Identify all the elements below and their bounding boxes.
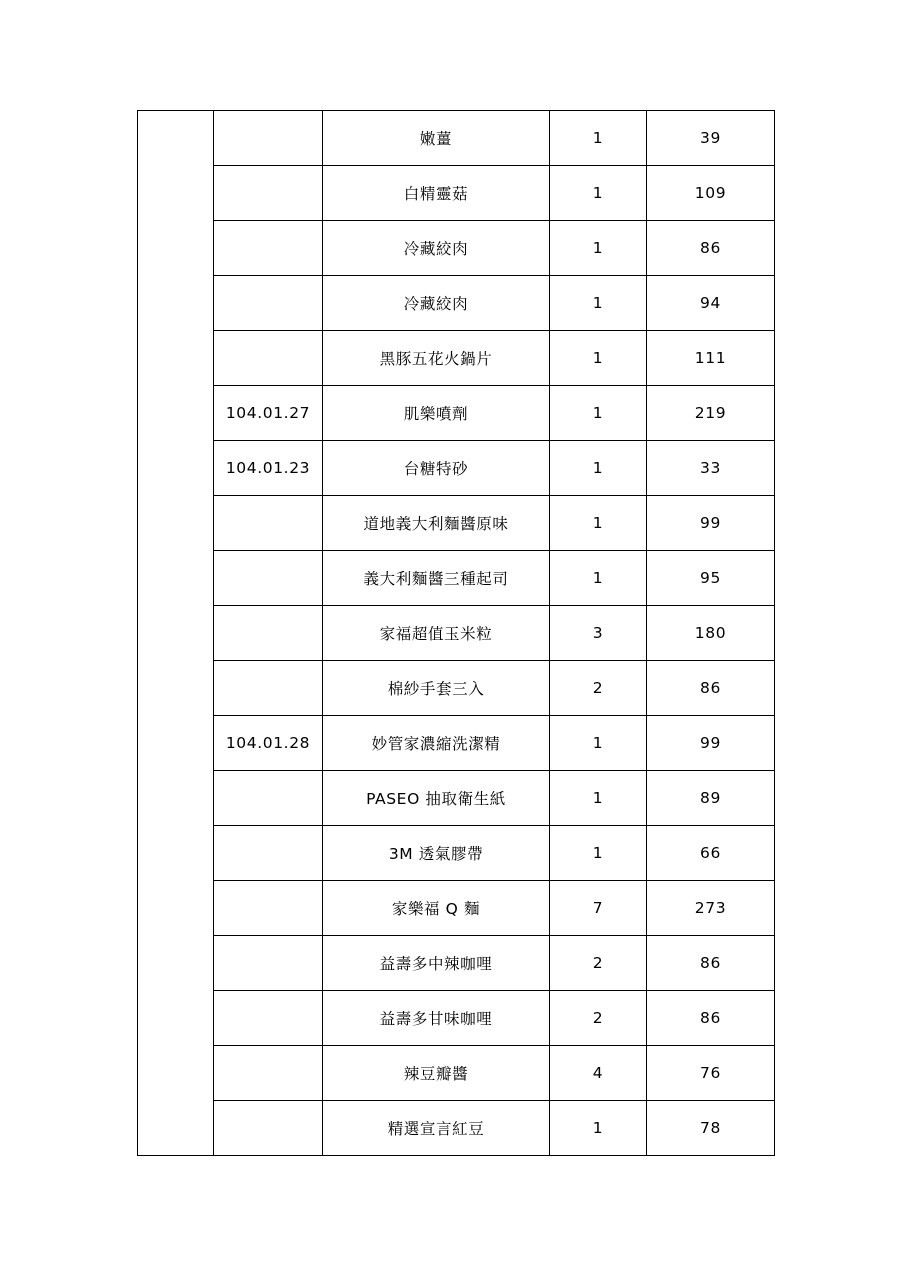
date-cell — [214, 826, 323, 881]
date-cell: 104.01.28 — [214, 716, 323, 771]
quantity-cell: 1 — [550, 441, 647, 496]
amount-cell: 66 — [647, 826, 775, 881]
table-row — [138, 881, 775, 936]
quantity-cell: 1 — [550, 166, 647, 221]
item-name-cell: 白精靈菇 — [323, 166, 550, 221]
table-row — [138, 661, 775, 716]
item-name-cell: 台糖特砂 — [323, 441, 550, 496]
purchase-table — [137, 110, 775, 1156]
amount-cell: 39 — [647, 111, 775, 166]
quantity-cell: 1 — [550, 551, 647, 606]
amount-cell: 33 — [647, 441, 775, 496]
item-name-cell: 棉紗手套三入 — [323, 661, 550, 716]
item-name-cell: PASEO 抽取衛生紙 — [323, 771, 550, 826]
item-name-cell: 冷藏絞肉 — [323, 221, 550, 276]
table-row — [138, 276, 775, 331]
table-row — [138, 716, 775, 771]
table-row — [138, 606, 775, 661]
quantity-cell: 2 — [550, 936, 647, 991]
item-name-cell: 冷藏絞肉 — [323, 276, 550, 331]
amount-cell: 219 — [647, 386, 775, 441]
item-name-cell: 益壽多甘味咖哩 — [323, 991, 550, 1046]
table-row — [138, 991, 775, 1046]
quantity-cell: 1 — [550, 276, 647, 331]
date-cell — [214, 661, 323, 716]
quantity-cell: 1 — [550, 496, 647, 551]
date-cell — [214, 606, 323, 661]
amount-cell: 273 — [647, 881, 775, 936]
amount-cell: 78 — [647, 1101, 775, 1156]
date-cell — [214, 221, 323, 276]
quantity-cell: 2 — [550, 991, 647, 1046]
item-name-cell: 義大利麵醬三種起司 — [323, 551, 550, 606]
purchase-table-body — [138, 111, 775, 1156]
item-name-cell: 3M 透氣膠帶 — [323, 826, 550, 881]
category-cell — [138, 111, 214, 1156]
item-name-cell: 道地義大利麵醬原味 — [323, 496, 550, 551]
table-row — [138, 386, 775, 441]
table-row — [138, 221, 775, 276]
date-cell — [214, 881, 323, 936]
quantity-cell: 1 — [550, 771, 647, 826]
table-row — [138, 111, 775, 166]
quantity-cell: 1 — [550, 221, 647, 276]
date-cell — [214, 331, 323, 386]
amount-cell: 111 — [647, 331, 775, 386]
amount-cell: 99 — [647, 716, 775, 771]
item-name-cell: 辣豆瓣醬 — [323, 1046, 550, 1101]
date-cell — [214, 276, 323, 331]
amount-cell: 95 — [647, 551, 775, 606]
amount-cell: 76 — [647, 1046, 775, 1101]
item-name-cell: 家樂福 Q 麵 — [323, 881, 550, 936]
table-row — [138, 331, 775, 386]
quantity-cell: 1 — [550, 111, 647, 166]
amount-cell: 86 — [647, 661, 775, 716]
date-cell: 104.01.27 — [214, 386, 323, 441]
table-row — [138, 166, 775, 221]
item-name-cell: 家福超值玉米粒 — [323, 606, 550, 661]
date-cell — [214, 1101, 323, 1156]
table-row — [138, 1101, 775, 1156]
item-name-cell: 黑豚五花火鍋片 — [323, 331, 550, 386]
table-row — [138, 936, 775, 991]
date-cell — [214, 936, 323, 991]
amount-cell: 86 — [647, 936, 775, 991]
date-cell — [214, 771, 323, 826]
date-cell — [214, 496, 323, 551]
date-cell — [214, 111, 323, 166]
quantity-cell: 1 — [550, 386, 647, 441]
amount-cell: 86 — [647, 991, 775, 1046]
quantity-cell: 1 — [550, 1101, 647, 1156]
quantity-cell: 1 — [550, 826, 647, 881]
item-name-cell: 妙管家濃縮洗潔精 — [323, 716, 550, 771]
table-row — [138, 496, 775, 551]
table-row — [138, 551, 775, 606]
date-cell — [214, 991, 323, 1046]
table-row — [138, 771, 775, 826]
item-name-cell: 精選宣言紅豆 — [323, 1101, 550, 1156]
table-row — [138, 826, 775, 881]
amount-cell: 89 — [647, 771, 775, 826]
table-row — [138, 1046, 775, 1101]
amount-cell: 94 — [647, 276, 775, 331]
amount-cell: 109 — [647, 166, 775, 221]
date-cell — [214, 166, 323, 221]
date-cell — [214, 551, 323, 606]
date-cell — [214, 1046, 323, 1101]
item-name-cell: 嫩薑 — [323, 111, 550, 166]
quantity-cell: 3 — [550, 606, 647, 661]
item-name-cell: 肌樂噴劑 — [323, 386, 550, 441]
table-row — [138, 441, 775, 496]
quantity-cell: 2 — [550, 661, 647, 716]
date-cell: 104.01.23 — [214, 441, 323, 496]
item-name-cell: 益壽多中辣咖哩 — [323, 936, 550, 991]
quantity-cell: 7 — [550, 881, 647, 936]
quantity-cell: 1 — [550, 331, 647, 386]
amount-cell: 86 — [647, 221, 775, 276]
amount-cell: 180 — [647, 606, 775, 661]
amount-cell: 99 — [647, 496, 775, 551]
quantity-cell: 1 — [550, 716, 647, 771]
quantity-cell: 4 — [550, 1046, 647, 1101]
